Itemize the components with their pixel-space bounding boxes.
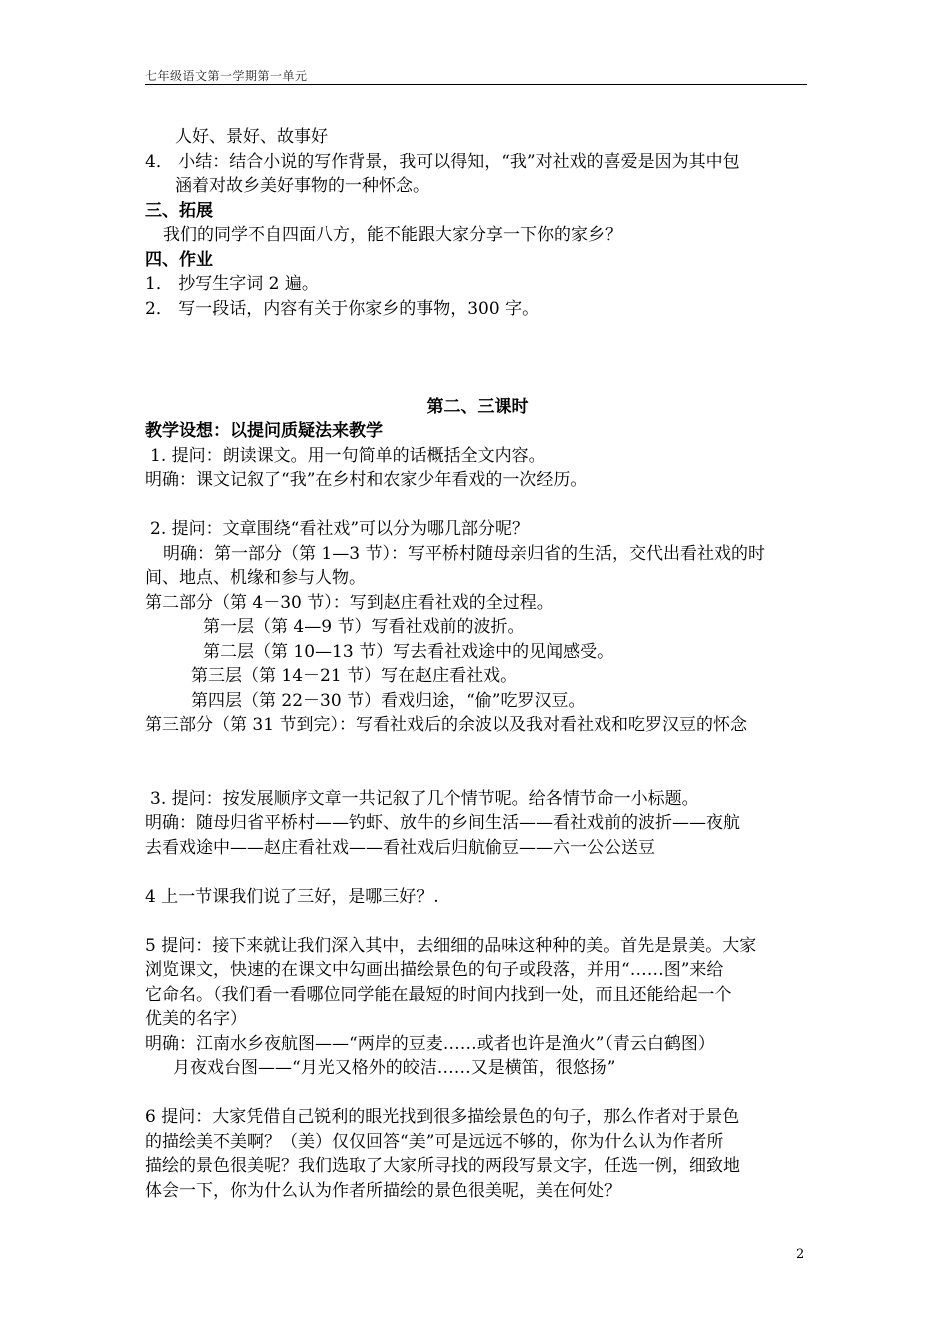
- lesson-title: 第二、三课时: [426, 396, 529, 417]
- paragraph-line: 我们的同学不自四面八方，能不能跟大家分享一下你的家乡？: [163, 225, 622, 245]
- spacer: [145, 738, 810, 787]
- question-line: 优美的名字）: [145, 1009, 247, 1029]
- answer-line: 明确：江南水乡夜航图——“两岸的豆麦……或者也许是渔火”（青云白鹤图）: [145, 1033, 715, 1054]
- document-body: [145, 125, 810, 1203]
- answer-line: 月夜戏台图——“月光又格外的皎洁……又是横笛，很悠扬”: [173, 1058, 616, 1078]
- spacer: [145, 321, 810, 395]
- header-divider: [145, 84, 807, 85]
- spacer: [145, 1081, 810, 1106]
- outline-item: 第三层（第 14－21 节）写在赵庄看社戏。: [191, 666, 518, 686]
- question-line: 它命名。（我们看一看哪位同学能在最短的时间内找到一处，而且还能给起一个: [145, 984, 732, 1005]
- question-line: 描绘的景色很美呢？我们选取了大家所寻找的两段写景文字，任选一例，细致地: [145, 1156, 740, 1176]
- question-line: 1. 提问：朗读课文。用一句简单的话概括全文内容。: [150, 445, 546, 466]
- text-line: 人好、景好、故事好: [175, 127, 328, 147]
- question-line: 体会一下，你为什么认为作者所描绘的景色很美呢，美在何处？: [145, 1180, 621, 1201]
- list-item: 4． 小结：结合小说的写作背景，我可以得知，“我”对社戏的喜爱是因为其中包: [145, 151, 740, 172]
- list-item: 1． 抄写生字词 2 遍。: [145, 274, 319, 294]
- question-line: 的描绘美不美啊？（美）仅仅回答“美”可是远远不够的，你为什么认为作者所: [145, 1131, 724, 1152]
- outline-item: 第二层（第 10—13 节）写去看社戏途中的见闻感受。: [203, 641, 615, 662]
- answer-line: 明确：随母归省平桥村——钓虾、放牛的乡间生活——看社戏前的波折——夜航: [145, 813, 740, 833]
- list-item: 2． 写一段话，内容有关于你家乡的事物，300 字。: [145, 298, 540, 319]
- question-line: 6 提问：大家凭借自己锐利的眼光找到很多描绘景色的句子，那么作者对于景色: [145, 1107, 740, 1127]
- answer-line: 明确：第一部分（第 1—3 节）：写平桥村随母亲归省的生活，交代出看社戏的时: [163, 543, 765, 564]
- section-heading: 四、作业: [145, 249, 213, 270]
- question-line: 4 上一节课我们说了三好，是哪三好？.: [145, 886, 439, 907]
- running-header: 七年级语文第一学期第一单元: [145, 69, 308, 83]
- spacer: [145, 909, 810, 934]
- answer-line: 明确：课文记叙了“我”在乡村和农家少年看戏的一次经历。: [145, 470, 588, 490]
- teaching-concept-heading: 教学设想：以提问质疑法来教学: [145, 421, 383, 441]
- page-number: 2: [796, 1247, 805, 1262]
- question-line: 5 提问：接下来就让我们深入其中，去细细的品味这种种的美。首先是景美。大家: [145, 935, 757, 956]
- text-line: 涵着对故乡美好事物的一种怀念。: [175, 176, 430, 196]
- answer-line: 第二部分（第 4－30 节）：写到赵庄看社戏的全过程。: [145, 592, 554, 613]
- answer-line: 间、地点、机缘和参与人物。: [145, 568, 366, 588]
- spacer: [145, 860, 810, 885]
- section-heading: 三、拓展: [145, 200, 213, 221]
- answer-line: 第三部分（第 31 节到完）：写看社戏后的余波以及我对看社戏和吃罗汉豆的怀念: [145, 715, 747, 735]
- question-line: 浏览课文，快速的在课文中勾画出描绘景色的句子或段落，并用“……图”来给: [145, 960, 724, 980]
- question-line: 3. 提问：按发展顺序文章一共记叙了几个情节呢。给各情节命一小标题。: [150, 788, 699, 809]
- answer-line: 去看戏途中——赵庄看社戏——看社戏后归航偷豆——六一公公送豆: [145, 837, 655, 858]
- outline-item: 第一层（第 4—9 节）写看社戏前的波折。: [203, 617, 525, 637]
- question-line: 2. 提问：文章围绕“看社戏”可以分为哪几部分呢？: [150, 519, 530, 539]
- outline-item: 第四层（第 22－30 节）看戏归途，“偷”吃罗汉豆。: [191, 690, 586, 711]
- spacer: [145, 493, 810, 518]
